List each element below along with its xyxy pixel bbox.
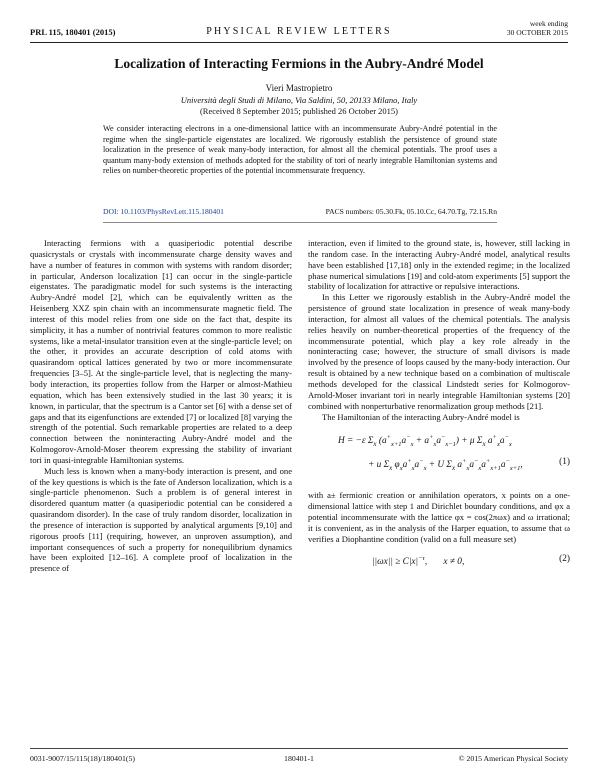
body-paragraph: Much less is known when a many-body interaction is present, and one of the key questions is which is the fate of Anderson localization, which is a single-particle phenomenon. Such a problem is of general interest in disordered quantum matter (a quasiperiodic potential can be considered a quasirandom disorder). In the case of truly random disorder, localization in the presence of interaction is supported by analytical arguments [9,10] and rigorous proofs [11] (requiring, however, an unproven assumption), and important consequences of such a property for nonequilibrium dynamics have been exploited [12–16]. A complete proof of localization in the presence of xyxy=(30,465,292,574)
page-footer xyxy=(30,754,568,766)
article-code: 0031-9007/15/115(18)/180401(5) xyxy=(30,754,135,763)
equation-hamiltonian xyxy=(308,431,570,481)
equation-diophantine xyxy=(308,552,570,570)
journal-name: PHYSICAL REVIEW LETTERS xyxy=(206,26,392,37)
week-date: 30 OCTOBER 2015 xyxy=(506,28,568,37)
equation-number: (2) xyxy=(559,553,570,564)
week-label: week ending xyxy=(529,19,568,28)
equation-number: (1) xyxy=(559,457,570,468)
footer-rule xyxy=(30,748,568,749)
body-paragraph: with a± fermionic creation or annihilation operators, x points on a one-dimensional lattice with step 1 and Dirichlet boundary conditions, and φx a potential incommensurate with the lattice φx = cos(2πωx) and ω irrational; it is convenient, as in the analysis of the Harper equation, to assume that ω verifies a Diophantine condition (valid on a full measure set) xyxy=(308,490,570,544)
abstract: We consider interacting electrons in a one-dimensional lattice with an incommensurate Aubry-André potential in the regime when the single-particle eigenstates are localized. We rigorously establish the persistence of ground state localization in the presence of weak many-body interaction, for almost all the chemical potentials. The proof uses a quantum many-body extension of methods adopted for the stability of tori of nearly integrable Hamiltonian systems and relies on number-theoretic properties of the potential incommensurate frequency. xyxy=(103,124,497,176)
journal-reference: PRL 115, 180401 (2015) xyxy=(30,27,116,37)
copyright: © 2015 American Physical Society xyxy=(458,754,568,763)
doi-link[interactable]: DOI: 10.1103/PhysRevLett.115.180401 xyxy=(103,207,224,216)
equation-line-2: + u $\Sigma_x$ $\varphi_xa^+_xa^-_x + U$ $\Sigma_x$ $a^+_xa^-_xa^+_{x+1}a^-_{x+1}$, xyxy=(368,458,523,473)
author-name: Vieri Mastropietro xyxy=(265,83,333,93)
equation-body: $||\omega x|| \ge C|x|^{-\tau}$, x ≠ 0, xyxy=(372,554,465,567)
page-number: 180401-1 xyxy=(284,754,314,763)
body-paragraph: interaction, even if limited to the ground state, is, however, still lacking in the random case. In the interacting Aubry-André model, analytical results have been established [17,18] only in the extended regime; in the localized phase numerical simulations [19] and cold-atom experiments [5] support the stability of localization for attractive or repulsive interactions. xyxy=(308,238,570,292)
running-header xyxy=(30,18,568,42)
author-affiliation: Università degli Studi di Milano, Via Saldini, 50, 20133 Milano, Italy xyxy=(180,95,418,105)
equation-line-1: H = −ε $\Sigma_x$ $(a^+_{x+1}a^-_x + a^+_xa^-_{x-1}) + \mu$ $\Sigma_x$ $a^+_xa^-_x$ xyxy=(338,434,512,449)
left-column xyxy=(30,238,292,574)
header-rule xyxy=(30,42,568,43)
abstract-rule xyxy=(103,222,497,223)
right-column xyxy=(308,238,570,570)
body-paragraph: In this Letter we rigorously establish in the Aubry-André model the persistence of ground state localization in presence of weak many-body interaction, for almost all values of the chemical potentials. The analysis relies heavily on number-theoretical properties of the frequency of the incommensurate potential, which play a key role already in the noninteracting case; however, the structure of small divisors is made involved by the presence of loops caused by the many-body interaction. Our result is obtained by a new technique based on a combination of multiscale methods developed for the classical Lindstedt series for Kolmogorov-Arnold-Moser invariant tori in nearly integrable Hamiltonian systems [20] combined with nonperturbative renormalization group methods [21]. xyxy=(308,292,570,411)
article-title: Localization of Interacting Fermions in the Aubry-André Model xyxy=(114,56,484,71)
pacs-numbers: PACS numbers: 05.30.Fk, 05.10.Cc, 64.70.Tg, 72.15.Rn xyxy=(325,207,497,216)
body-paragraph: Interacting fermions with a quasiperiodic potential describe quasicrystals or crystals with incommensurate charge density waves and have a number of features in common with systems with random disorder; in particular, Anderson localization [1] can occur in the single-particle eigenstates. The paradigmatic model for such systems is the interacting Aubry-André model [2], which can be equivalently written as the Heisenberg XXZ spin chain with an incommensurate magnetic field. The interest of this model relies from one side on the fact that, despite its simplicity, it has a number of nontrivial features common to more realistic systems, like a metal-insulator transition even at the single-particle level; on the other, it provides an accurate description of cold atoms with quasirandom optical lattices generated by two or more incommensurate frequencies [3–5]. At the single-particle level, that is neglecting the many-body interaction, its properties follow from the Harper or almost-Mathieu equation, which has been extensively studied in the last 30 years; it is known, in particular, that the spectrum is a Cantor set [6] with a dense set of gaps and that its eigenfunctions are extended [7] or localized [8] varying the strength of the potential. Such remarkable properties are related to a deep connection between the noninteracting Aubry-André model and the Kolmogorov-Arnold-Moser theorem expressing the stability of invariant tori in quasi-integrable Hamiltonian systems. xyxy=(30,238,292,465)
issue-date xyxy=(507,19,568,37)
body-paragraph: The Hamiltonian of the interacting Aubry-André model is xyxy=(322,411,520,422)
received-dates: (Received 8 September 2015; published 26 October 2015) xyxy=(199,106,399,116)
